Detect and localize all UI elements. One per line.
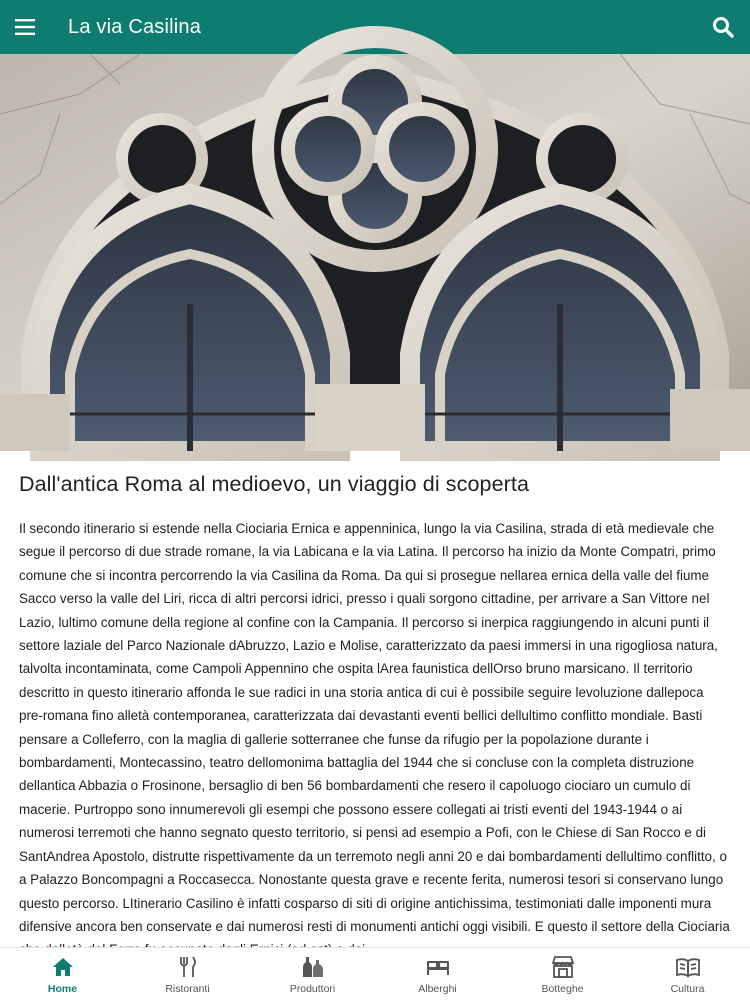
nav-produttori-label: Produttori [289,983,336,995]
nav-alberghi-label: Alberghi [418,983,457,995]
nav-botteghe-label: Botteghe [541,983,584,995]
nav-cultura-label: Cultura [670,983,705,995]
nav-cultura[interactable] [625,948,750,1000]
shop-icon [551,956,575,978]
fork-knife-icon [176,956,200,978]
bed-icon [426,956,450,978]
app-title: La via Casilina [68,15,202,38]
nav-home[interactable] [0,948,125,1000]
nav-botteghe[interactable] [500,948,625,1000]
nav-ristoranti-label: Ristoranti [165,983,210,995]
article [0,451,750,947]
nav-ristoranti[interactable] [125,948,250,1000]
hero-image [0,54,750,451]
home-icon [51,956,75,978]
article-body: Il secondo itinerario si estende nella Ciociaria Ernica e appenninica, lungo la via Casilina, strada di età medievale che segue il percorso di due strade romane, la via Labicana e la via Latina. Il percorso ha inizio da Monte Compatri, primo comune che si incontra percorrendo la via Casilina da Roma. Da qui si prosegue nellarea ernica della valle del fiume Sacco verso la valle del Liri, ricca di altri percorsi idrici, presso i quali sorgono cittadine, per arrivare a San Vittore nel Lazio, lultimo comune della regione al confine con la Campania. Il percorso si inerpica raggiungendo in alcuni punti il settore laziale del Parco Nazionale dAbruzzo, Lazio e Molise, caratterizzato da paesi immersi in una rigogliosa natura, talvolta incontaminata, come Campoli Appennino che ospita lArea faunistica dellOrso bruno marsicano. Il territorio descritto in questo itinerario affonda le sue radici in una storia antica di cui è possibile seguire levoluzione dallepoca pre-romana fino alletà contemporanea, caratterizzata dai devastanti eventi bellici dellultimo conflitto mondiale. Basti pensare a Colleferro, con la maglia di gallerie sotterranee che funse da rifugio per la popolazione durante i bombardamenti, Montecassino, teatro dellomonima battaglia del 1944 che si concluse con la completa distruzione dellantica Abbazia o Frosinone, bersaglio di ben 56 bombardamenti che resero il capoluogo ciociaro un cumulo di macerie. Purtroppo sono innumerevoli gli esempi che possono essere collegati ai tristi eventi del 1943-1944 o ai numerosi terremoti che hanno segnato questo territorio, si pensi ad esempio a Pofi, con le Chiese di San Rocco e di SantAndrea Apostolo, distrutte rispettivamente da un terremoto negli anni 20 e dai bombardamenti dellultimo conflitto, o a Palazzo Boncompagni a Roccasecca. Nonostante questa grave e recente ferita, numerosi tesori si conservano lungo questo percorso. LItinerario Casilino è infatti cosparso di siti di origine antichissima, testimoniati dalle imponenti mura difensive ancora ben conservate e dai numerosi resti di monumenti antichi oggi visibili. E questo il settore della Ciociaria [19,521,730,934]
nav-alberghi[interactable] [375,948,500,1000]
hamburger-menu-icon[interactable] [0,0,50,54]
bottles-icon [301,956,325,978]
nav-produttori[interactable] [250,948,375,1000]
nav-home-label: Home [47,983,78,995]
bottom-navigation [0,947,750,1000]
article-title: Dall'antica Roma al medioevo, un viaggio di scoperta [19,472,530,496]
search-icon[interactable] [708,12,738,42]
book-icon [676,956,700,978]
